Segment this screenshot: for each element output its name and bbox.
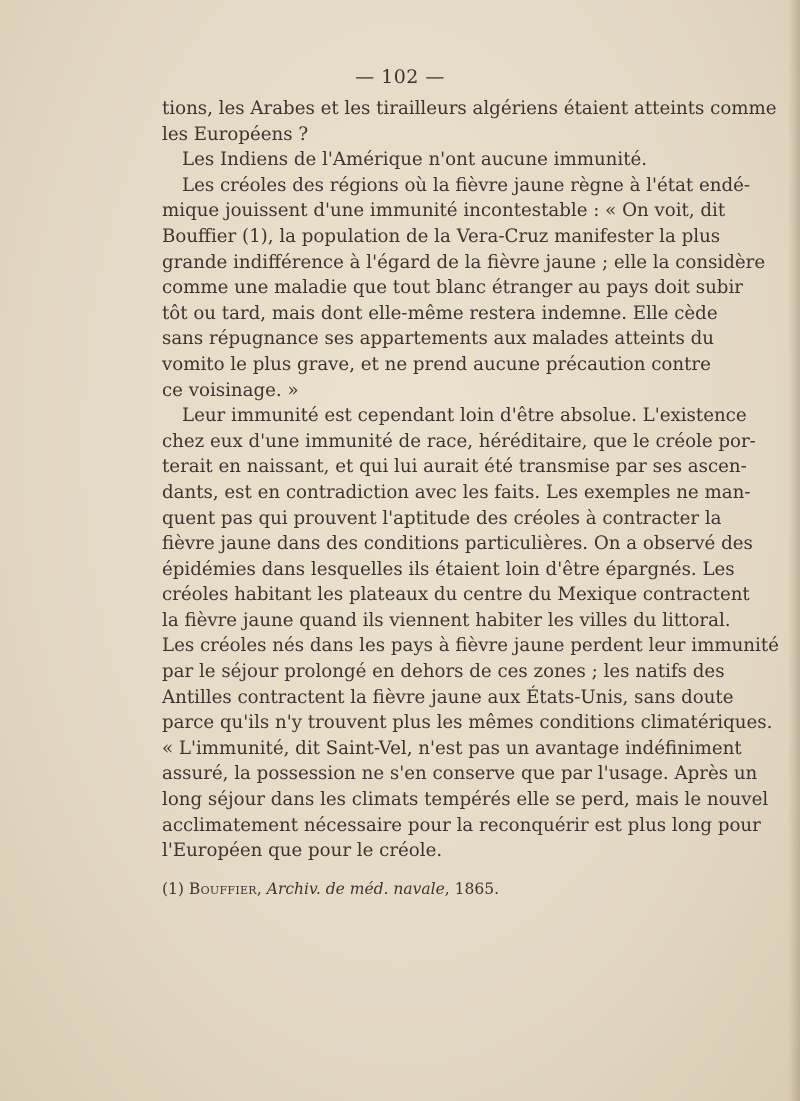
footnote (162, 880, 499, 898)
footnote-author: Bouffier (188, 880, 257, 898)
page-edge-shadow (788, 0, 800, 1101)
text-line: dants, est en contradiction avec les faits. Les exemples ne man- (162, 481, 751, 503)
footnote-separator: , (256, 880, 267, 898)
text-line: long séjour dans les climats tempérés elle se perd, mais le nouvel (162, 789, 769, 811)
text-line: Leur immunité est cependant loin d'être absolue. L'existence (182, 405, 747, 427)
text-line: acclimatement nécessaire pour la reconquérir est plus long pour (162, 814, 761, 836)
text-line: les Européens ? (162, 123, 309, 145)
text-line: grande indifférence à l'égard de la fièvre jaune ; elle la considère (162, 251, 766, 273)
text-line: Les créoles des régions où la fièvre jaune règne à l'état endé- (182, 174, 751, 196)
text-line: par le séjour prolongé en dehors de ces zones ; les natifs des (162, 661, 725, 683)
text-line: la fièvre jaune quand ils viennent habiter les villes du littoral. (162, 609, 731, 631)
text-line: fièvre jaune dans des conditions particulières. On a observé des (162, 533, 753, 555)
text-line: chez eux d'une immunité de race, héréditaire, que le créole por- (162, 430, 756, 452)
text-line: parce qu'ils n'y trouvent plus les mêmes conditions climatériques. (162, 712, 773, 734)
text-line: comme une maladie que tout blanc étranger au pays doit subir (162, 277, 743, 299)
text-line: mique jouissent d'une immunité incontestable : « On voit, dit (162, 200, 726, 222)
footnote-journal: Archiv. de méd. navale (266, 880, 445, 898)
text-line: Les Indiens de l'Amérique n'ont aucune immunité. (182, 149, 648, 171)
text-line: tions, les Arabes et les tirailleurs algériens étaient atteints comme (162, 98, 777, 119)
footnote-marker: (1) (162, 880, 189, 898)
text-line: assuré, la possession ne s'en conserve que par l'usage. Après un (162, 763, 758, 785)
text-line: Bouffier (1), la population de la Vera-Cruz manifester la plus (162, 225, 721, 247)
text-line: sans répugnance ses appartements aux malades atteints du (162, 328, 714, 350)
footnote-year: , 1865. (444, 880, 500, 898)
body-text (162, 96, 779, 864)
text-line: quent pas qui prouvent l'aptitude des créoles à contracter la (162, 507, 722, 529)
text-line: épidémies dans lesquelles ils étaient loin d'être épargnés. Les (162, 558, 735, 580)
text-line: Les créoles nés dans les pays à fièvre jaune perdent leur immunité (162, 635, 779, 657)
text-line: l'Européen que pour le créole. (162, 840, 443, 862)
text-line: vomito le plus grave, et ne prend aucune précaution contre (162, 353, 711, 375)
text-line: « L'immunité, dit Saint-Vel, n'est pas un avantage indéfiniment (162, 737, 742, 759)
text-line: créoles habitant les plateaux du centre du Mexique contractent (162, 584, 750, 606)
text-line: Antilles contractent la fièvre jaune aux États-Unis, sans doute (162, 686, 734, 708)
text-line: ce voisinage. » (162, 379, 299, 401)
text-line: tôt ou tard, mais dont elle-même restera indemne. Elle cède (162, 302, 718, 324)
text-line: terait en naissant, et qui lui aurait été transmise par ses ascen- (162, 456, 747, 478)
page-number: — 102 — (355, 66, 445, 88)
